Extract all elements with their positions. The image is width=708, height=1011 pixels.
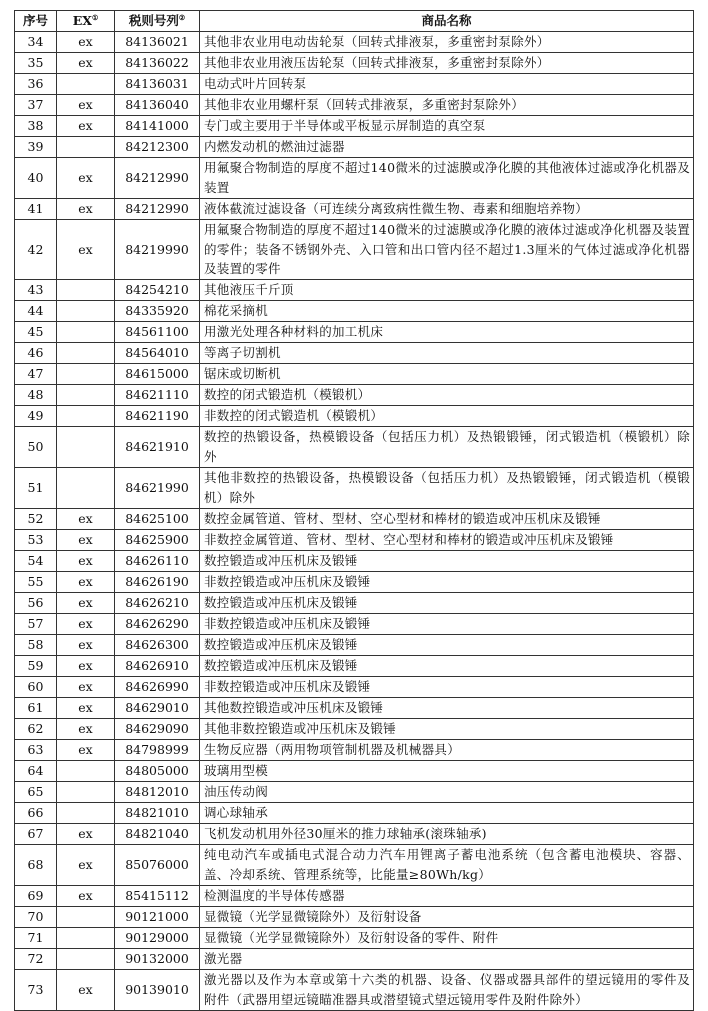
row-tariff-code: 84141000 — [115, 116, 200, 137]
row-ex-flag — [57, 468, 115, 509]
row-ex-flag: ex — [57, 740, 115, 761]
row-goods-name: 数控锻造或冲压机床及锻锤 — [200, 593, 694, 614]
row-serial-number: 64 — [15, 761, 57, 782]
table-row — [15, 761, 694, 782]
row-serial-number: 34 — [15, 32, 57, 53]
row-goods-name: 生物反应器（两用物项管制机器及机械器具） — [200, 740, 694, 761]
row-ex-flag — [57, 928, 115, 949]
row-serial-number: 50 — [15, 427, 57, 468]
table-row — [15, 782, 694, 803]
table-row — [15, 677, 694, 698]
row-ex-flag: ex — [57, 886, 115, 907]
row-tariff-code: 84621110 — [115, 385, 200, 406]
row-serial-number: 48 — [15, 385, 57, 406]
row-ex-flag: ex — [57, 509, 115, 530]
table-row — [15, 74, 694, 95]
row-ex-flag: ex — [57, 593, 115, 614]
row-tariff-code: 84621990 — [115, 468, 200, 509]
row-goods-name: 液体截流过滤设备（可连续分离致病性微生物、毒素和细胞培养物） — [200, 199, 694, 220]
row-ex-flag: ex — [57, 845, 115, 886]
table-row — [15, 220, 694, 280]
row-serial-number: 42 — [15, 220, 57, 280]
row-goods-name: 数控金属管道、管材、型材、空心型材和棒材的锻造或冲压机床及锻锤 — [200, 509, 694, 530]
row-goods-name: 非数控锻造或冲压机床及锻锤 — [200, 572, 694, 593]
table-row — [15, 95, 694, 116]
row-tariff-code: 84335920 — [115, 301, 200, 322]
row-serial-number: 43 — [15, 280, 57, 301]
row-ex-flag — [57, 427, 115, 468]
table-header-row — [15, 11, 694, 32]
row-goods-name: 检测温度的半导体传感器 — [200, 886, 694, 907]
row-goods-name: 用氟聚合物制造的厚度不超过140微米的过滤膜或净化膜的其他液体过滤或净化机器及装置 — [200, 158, 694, 199]
row-ex-flag: ex — [57, 220, 115, 280]
table-row — [15, 614, 694, 635]
row-tariff-code: 84798999 — [115, 740, 200, 761]
row-tariff-code: 84626210 — [115, 593, 200, 614]
row-tariff-code: 84626910 — [115, 656, 200, 677]
table-row — [15, 656, 694, 677]
row-serial-number: 67 — [15, 824, 57, 845]
row-tariff-code: 84805000 — [115, 761, 200, 782]
row-serial-number: 51 — [15, 468, 57, 509]
row-serial-number: 72 — [15, 949, 57, 970]
row-goods-name: 其他非数控的热锻设备，热模锻设备（包括压力机）及热锻锻锤，闭式锻造机（模锻机）除外 — [200, 468, 694, 509]
row-serial-number: 63 — [15, 740, 57, 761]
goods-table — [14, 10, 694, 1011]
row-goods-name: 其他非农业用电动齿轮泵（回转式排液泵，多重密封泵除外） — [200, 32, 694, 53]
table-row — [15, 509, 694, 530]
row-serial-number: 38 — [15, 116, 57, 137]
row-serial-number: 71 — [15, 928, 57, 949]
row-goods-name: 其他液压千斤顶 — [200, 280, 694, 301]
row-ex-flag — [57, 385, 115, 406]
row-serial-number: 46 — [15, 343, 57, 364]
row-tariff-code: 84625100 — [115, 509, 200, 530]
row-serial-number: 60 — [15, 677, 57, 698]
row-tariff-code: 84629010 — [115, 698, 200, 719]
header-serial-number: 序号 — [15, 11, 57, 32]
row-goods-name: 其他非农业用液压齿轮泵（回转式排液泵，多重密封泵除外） — [200, 53, 694, 74]
row-goods-name: 激光器以及作为本章或第十六类的机器、设备、仪器或器具部件的望远镜用的零件及附件（武器用望远镜瞄准器具或潜望镜式望远镜用零件及附件除外） — [200, 970, 694, 1011]
row-ex-flag — [57, 782, 115, 803]
table-row — [15, 406, 694, 427]
row-tariff-code: 85415112 — [115, 886, 200, 907]
row-tariff-code: 84821040 — [115, 824, 200, 845]
row-tariff-code: 84212300 — [115, 137, 200, 158]
table-row — [15, 53, 694, 74]
row-goods-name: 显微镜（光学显微镜除外）及衍射设备 — [200, 907, 694, 928]
row-serial-number: 56 — [15, 593, 57, 614]
table-row — [15, 719, 694, 740]
row-tariff-code: 84136040 — [115, 95, 200, 116]
row-serial-number: 55 — [15, 572, 57, 593]
row-goods-name: 内燃发动机的燃油过滤器 — [200, 137, 694, 158]
row-tariff-code: 84626190 — [115, 572, 200, 593]
row-ex-flag: ex — [57, 719, 115, 740]
row-goods-name: 锯床或切断机 — [200, 364, 694, 385]
row-serial-number: 36 — [15, 74, 57, 95]
row-serial-number: 58 — [15, 635, 57, 656]
table-row — [15, 824, 694, 845]
table-row — [15, 698, 694, 719]
row-goods-name: 纯电动汽车或插电式混合动力汽车用锂离子蓄电池系统（包含蓄电池模块、容器、盖、冷却系统、管理系统等，比能量≥80Wh/kg） — [200, 845, 694, 886]
table-row — [15, 280, 694, 301]
row-ex-flag: ex — [57, 824, 115, 845]
row-goods-name: 其他非数控锻造或冲压机床及锻锤 — [200, 719, 694, 740]
row-ex-flag — [57, 364, 115, 385]
row-serial-number: 35 — [15, 53, 57, 74]
row-tariff-code: 90129000 — [115, 928, 200, 949]
row-serial-number: 49 — [15, 406, 57, 427]
table-row — [15, 803, 694, 824]
row-tariff-code: 84626990 — [115, 677, 200, 698]
row-goods-name: 玻璃用型模 — [200, 761, 694, 782]
row-tariff-code: 90139010 — [115, 970, 200, 1011]
row-goods-name: 数控锻造或冲压机床及锻锤 — [200, 656, 694, 677]
table-row — [15, 343, 694, 364]
row-ex-flag: ex — [57, 656, 115, 677]
row-tariff-code: 84621910 — [115, 427, 200, 468]
row-goods-name: 非数控金属管道、管材、型材、空心型材和棒材的锻造或冲压机床及锻锤 — [200, 530, 694, 551]
row-tariff-code: 84254210 — [115, 280, 200, 301]
row-ex-flag — [57, 137, 115, 158]
row-goods-name: 棉花采摘机 — [200, 301, 694, 322]
row-goods-name: 数控锻造或冲压机床及锻锤 — [200, 551, 694, 572]
row-serial-number: 73 — [15, 970, 57, 1011]
row-tariff-code: 84212990 — [115, 158, 200, 199]
row-goods-name: 非数控锻造或冲压机床及锻锤 — [200, 677, 694, 698]
row-tariff-code: 84136021 — [115, 32, 200, 53]
row-tariff-code: 84629090 — [115, 719, 200, 740]
row-serial-number: 54 — [15, 551, 57, 572]
row-goods-name: 专门或主要用于半导体或平板显示屏制造的真空泵 — [200, 116, 694, 137]
row-tariff-code: 84626300 — [115, 635, 200, 656]
row-goods-name: 飞机发动机用外径30厘米的推力球轴承(滚珠轴承) — [200, 824, 694, 845]
row-serial-number: 40 — [15, 158, 57, 199]
row-tariff-code: 84136022 — [115, 53, 200, 74]
table-row — [15, 427, 694, 468]
table-row — [15, 593, 694, 614]
row-goods-name: 显微镜（光学显微镜除外）及衍射设备的零件、附件 — [200, 928, 694, 949]
row-tariff-code: 85076000 — [115, 845, 200, 886]
table-row — [15, 137, 694, 158]
row-goods-name: 用氟聚合物制造的厚度不超过140微米的过滤膜或净化膜的液体过滤或净化机器及装置的零件；装备不锈钢外壳、入口管和出口管内径不超过1.3厘米的气体过滤或净化机器及装置的零件 — [200, 220, 694, 280]
row-ex-flag: ex — [57, 551, 115, 572]
row-tariff-code: 84821010 — [115, 803, 200, 824]
header-ex-footnote: ① — [91, 13, 99, 23]
row-goods-name: 数控的闭式锻造机（模锻机） — [200, 385, 694, 406]
row-serial-number: 57 — [15, 614, 57, 635]
row-serial-number: 41 — [15, 199, 57, 220]
table-row — [15, 322, 694, 343]
row-goods-name: 其他非农业用螺杆泵（回转式排液泵，多重密封泵除外） — [200, 95, 694, 116]
row-goods-name: 非数控的闭式锻造机（模锻机） — [200, 406, 694, 427]
table-row — [15, 468, 694, 509]
table-body — [15, 32, 694, 1011]
row-ex-flag: ex — [57, 116, 115, 137]
row-tariff-code: 84621190 — [115, 406, 200, 427]
row-ex-flag — [57, 343, 115, 364]
row-serial-number: 44 — [15, 301, 57, 322]
row-ex-flag: ex — [57, 698, 115, 719]
row-tariff-code: 84626110 — [115, 551, 200, 572]
row-goods-name: 非数控锻造或冲压机床及锻锤 — [200, 614, 694, 635]
table-row — [15, 116, 694, 137]
row-ex-flag — [57, 301, 115, 322]
row-serial-number: 59 — [15, 656, 57, 677]
row-ex-flag: ex — [57, 32, 115, 53]
table-row — [15, 158, 694, 199]
row-goods-name: 等离子切割机 — [200, 343, 694, 364]
header-ex: EX① — [57, 11, 115, 32]
table-row — [15, 301, 694, 322]
row-ex-flag — [57, 907, 115, 928]
row-ex-flag — [57, 74, 115, 95]
row-ex-flag — [57, 949, 115, 970]
table-row — [15, 385, 694, 406]
table-row — [15, 907, 694, 928]
row-goods-name: 数控的热锻设备，热模锻设备（包括压力机）及热锻锻锤，闭式锻造机（模锻机）除外 — [200, 427, 694, 468]
row-serial-number: 69 — [15, 886, 57, 907]
row-tariff-code: 90121000 — [115, 907, 200, 928]
row-ex-flag: ex — [57, 95, 115, 116]
row-tariff-code: 84219990 — [115, 220, 200, 280]
row-ex-flag — [57, 280, 115, 301]
table-row — [15, 32, 694, 53]
header-tariff-code: 税则号列② — [115, 11, 200, 32]
table-row — [15, 970, 694, 1011]
row-ex-flag — [57, 406, 115, 427]
table-row — [15, 845, 694, 886]
row-goods-name: 油压传动阀 — [200, 782, 694, 803]
row-goods-name: 其他数控锻造或冲压机床及锻锤 — [200, 698, 694, 719]
table-row — [15, 886, 694, 907]
row-ex-flag: ex — [57, 614, 115, 635]
row-tariff-code: 84561100 — [115, 322, 200, 343]
row-tariff-code: 84564010 — [115, 343, 200, 364]
header-code-footnote: ② — [178, 13, 186, 23]
table-row — [15, 572, 694, 593]
row-ex-flag: ex — [57, 199, 115, 220]
table-row — [15, 928, 694, 949]
row-ex-flag: ex — [57, 572, 115, 593]
table-row — [15, 949, 694, 970]
row-ex-flag: ex — [57, 970, 115, 1011]
table-row — [15, 199, 694, 220]
row-ex-flag: ex — [57, 677, 115, 698]
row-tariff-code: 84812010 — [115, 782, 200, 803]
table-row — [15, 551, 694, 572]
row-ex-flag: ex — [57, 635, 115, 656]
row-tariff-code: 84626290 — [115, 614, 200, 635]
row-ex-flag: ex — [57, 530, 115, 551]
row-serial-number: 62 — [15, 719, 57, 740]
row-ex-flag — [57, 803, 115, 824]
row-serial-number: 61 — [15, 698, 57, 719]
table-row — [15, 364, 694, 385]
row-serial-number: 37 — [15, 95, 57, 116]
row-ex-flag: ex — [57, 53, 115, 74]
row-serial-number: 70 — [15, 907, 57, 928]
row-goods-name: 用激光处理各种材料的加工机床 — [200, 322, 694, 343]
row-ex-flag — [57, 761, 115, 782]
row-tariff-code: 84625900 — [115, 530, 200, 551]
row-tariff-code: 84136031 — [115, 74, 200, 95]
row-serial-number: 66 — [15, 803, 57, 824]
table-row — [15, 740, 694, 761]
row-goods-name: 调心球轴承 — [200, 803, 694, 824]
row-serial-number: 53 — [15, 530, 57, 551]
row-serial-number: 45 — [15, 322, 57, 343]
row-ex-flag — [57, 322, 115, 343]
table-row — [15, 635, 694, 656]
row-goods-name: 激光器 — [200, 949, 694, 970]
row-serial-number: 52 — [15, 509, 57, 530]
header-goods-name: 商品名称 — [200, 11, 694, 32]
row-tariff-code: 84615000 — [115, 364, 200, 385]
row-ex-flag: ex — [57, 158, 115, 199]
row-serial-number: 47 — [15, 364, 57, 385]
row-serial-number: 65 — [15, 782, 57, 803]
table-row — [15, 530, 694, 551]
row-tariff-code: 90132000 — [115, 949, 200, 970]
row-goods-name: 数控锻造或冲压机床及锻锤 — [200, 635, 694, 656]
row-tariff-code: 84212990 — [115, 199, 200, 220]
row-goods-name: 电动式叶片回转泵 — [200, 74, 694, 95]
row-serial-number: 68 — [15, 845, 57, 886]
row-serial-number: 39 — [15, 137, 57, 158]
